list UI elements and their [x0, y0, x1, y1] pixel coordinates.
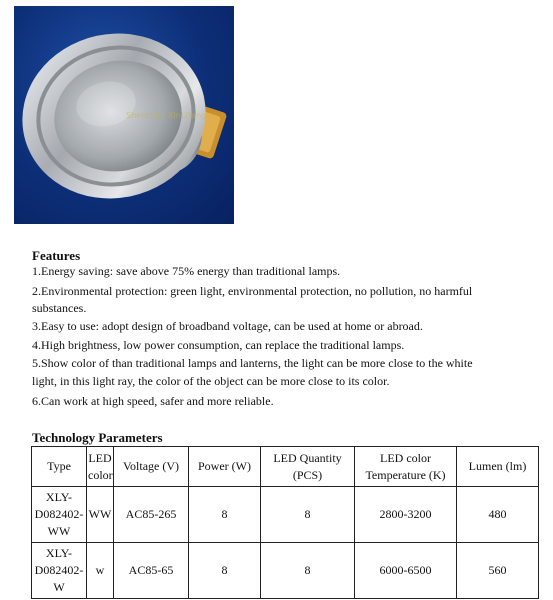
cell-led-color: WW: [87, 487, 114, 543]
column-header-power: Power (W): [189, 447, 261, 487]
table-row: [32, 543, 539, 599]
cell-led-quantity: 8: [261, 543, 355, 599]
cell-type: XLY-D082402-W: [32, 543, 87, 599]
technology-parameters-table: [31, 446, 539, 599]
column-header-led-quantity: LED Quantity (PCS): [261, 447, 355, 487]
cell-led-color: w: [87, 543, 114, 599]
feature-line: 1.Energy saving: save above 75% energy than traditional lamps.: [32, 264, 341, 278]
column-header-color-temperature: LED color Temperature (K): [355, 447, 457, 487]
feature-line: 4.High brightness, low power consumption, can replace the traditional lamps.: [32, 338, 405, 352]
cell-color-temperature: 6000-6500: [355, 543, 457, 599]
cell-voltage: AC85-65: [114, 543, 189, 599]
table-row: [32, 487, 539, 543]
cell-color-temperature: 2800-3200: [355, 487, 457, 543]
features-heading: Features: [32, 248, 81, 263]
table-header-row: [32, 447, 539, 487]
cell-power: 8: [189, 487, 261, 543]
cell-lumen: 480: [457, 487, 539, 543]
feature-line: 6.Can work at high speed, safer and more reliable.: [32, 394, 274, 408]
cell-power: 8: [189, 543, 261, 599]
feature-line: 5.Show color of than traditional lamps and lanterns, the light can be more close to the white: [32, 356, 473, 370]
product-photo: [14, 6, 234, 224]
cell-lumen: 560: [457, 543, 539, 599]
column-header-voltage: Voltage (V): [114, 447, 189, 487]
feature-line: 2.Environmental protection: green light, environmental protection, no pollution, no harmful: [32, 284, 473, 298]
feature-line: substances.: [32, 301, 87, 315]
column-header-lumen: Lumen (lm): [457, 447, 539, 487]
watermark-text: Shenzhen XinLiYang: [126, 111, 207, 120]
cell-type: XLY-D082402-WW: [32, 487, 87, 543]
feature-line: 3.Easy to use: adopt design of broadband voltage, can be used at home or abroad.: [32, 319, 423, 333]
led-downlight-image: [14, 6, 234, 224]
column-header-type: Type: [32, 447, 87, 487]
feature-line: light, in this light ray, the color of the object can be more close to its color.: [32, 374, 390, 388]
technology-heading: Technology Parameters: [32, 430, 163, 445]
column-header-led-color: LED color: [87, 447, 114, 487]
cell-led-quantity: 8: [261, 487, 355, 543]
cell-voltage: AC85-265: [114, 487, 189, 543]
